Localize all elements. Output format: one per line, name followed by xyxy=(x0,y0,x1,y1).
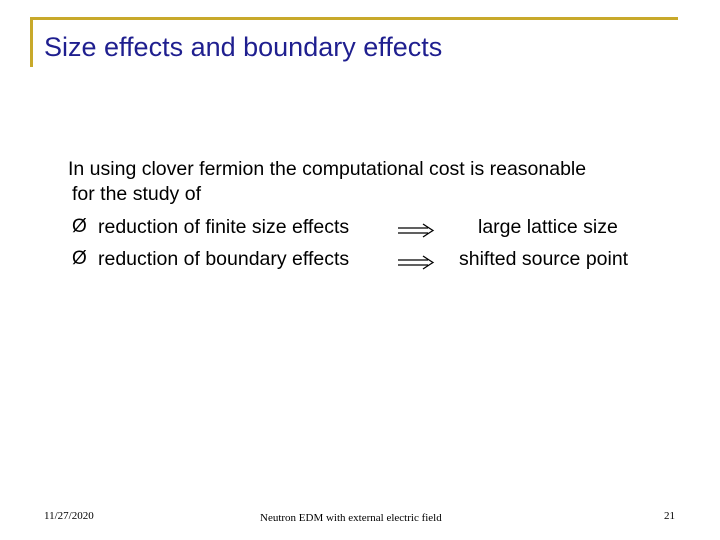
bullet-marker: Ø xyxy=(72,216,87,237)
implies-arrow-icon xyxy=(396,254,436,272)
intro-line-2: for the study of xyxy=(72,183,201,205)
frame-top-border xyxy=(30,17,678,20)
result-large-lattice: large lattice size xyxy=(478,216,618,238)
intro-line-1: In using clover fermion the computational cost is reasonable xyxy=(68,158,587,180)
implies-arrow-icon xyxy=(396,222,436,240)
slide-title: Size effects and boundary effects xyxy=(44,32,443,62)
footer-date: 11/27/2020 xyxy=(44,510,94,522)
bullet-marker: Ø xyxy=(72,248,87,269)
footer-center-text: Neutron EDM with external electric field xyxy=(260,512,442,524)
bullet-text-finite-size: reduction of finite size effects xyxy=(98,216,350,238)
page-number: 21 xyxy=(664,510,675,522)
bullet-text-boundary: reduction of boundary effects xyxy=(98,248,350,270)
frame-left-border xyxy=(30,17,33,67)
result-shifted-source: shifted source point xyxy=(459,248,629,270)
